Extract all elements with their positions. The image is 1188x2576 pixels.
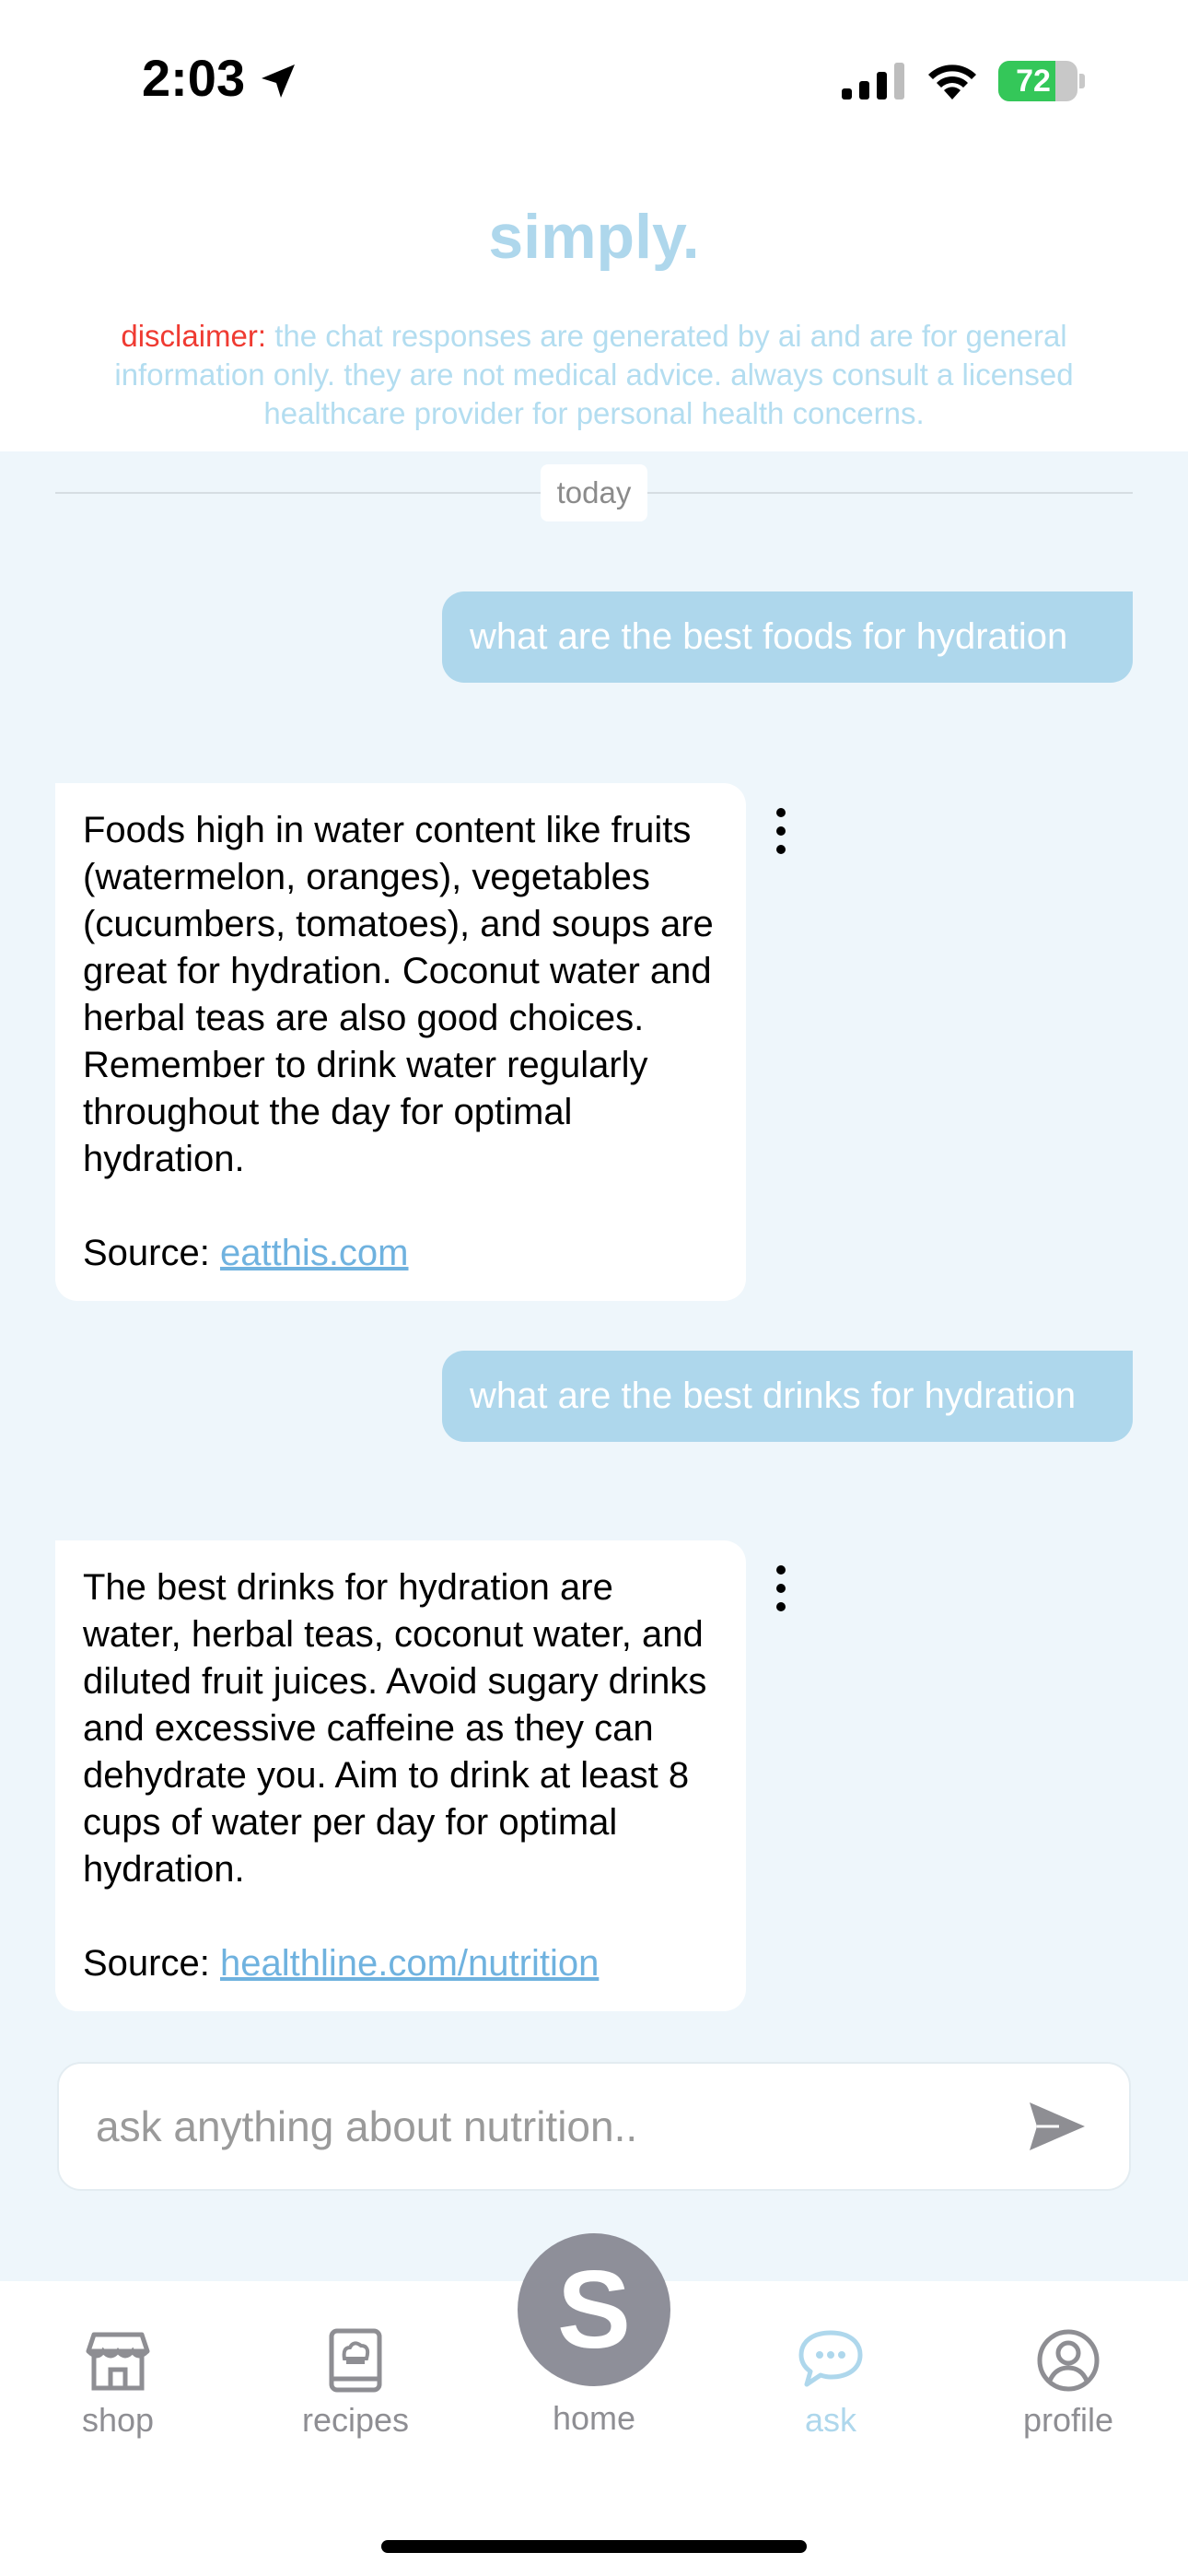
chat-input-bar — [57, 2062, 1131, 2191]
status-time: 2:03 — [142, 49, 246, 107]
more-options-icon[interactable] — [770, 1561, 792, 1616]
nav-item-recipes[interactable] — [263, 2327, 448, 2465]
user-circle-icon — [1035, 2327, 1101, 2394]
source-label: Source: — [83, 1233, 220, 1273]
user-message-text: what are the best foods for hydration — [470, 616, 1068, 657]
nav-item-ask[interactable] — [739, 2327, 923, 2465]
date-chip: today — [541, 464, 647, 521]
battery-indicator — [998, 61, 1085, 101]
ai-message-text: The best drinks for hydration are water, herbal teas, coconut water, and diluted fruit juices. Avoid sugary drinks and excessive caffeine as they can dehydrate you. Aim to drink at least 8 cups of water per day for optimal hydration. — [83, 1567, 707, 1890]
chat-bubbles-icon — [796, 2327, 866, 2394]
user-message — [442, 591, 1133, 683]
disclaimer-body: the chat responses are generated by ai and are for general information only. they are not medical advice. always consult a licensed healthcare provider for personal health concerns. — [114, 319, 1074, 430]
nav-label-recipes: recipes — [301, 2401, 410, 2439]
nav-item-profile[interactable] — [976, 2327, 1160, 2465]
nav-item-shop[interactable] — [26, 2327, 210, 2465]
app-header — [0, 157, 1188, 451]
home-indicator — [381, 2540, 807, 2553]
nav-label-ask: ask — [804, 2401, 857, 2439]
user-message-text: what are the best drinks for hydration — [470, 1376, 1077, 1416]
cellular-signal-icon — [842, 63, 906, 100]
ai-message — [55, 1540, 746, 2011]
ai-message-source — [83, 1940, 718, 1987]
ai-message-text: Foods high in water content like fruits (watermelon, oranges), vegetables (cucumbers, tomatoes), and soups are great for hydration. Coconut water and herbal teas are also good choices. Remember to drink water regularly throughout the day for optimal hydration. — [83, 810, 714, 1179]
chat-thread[interactable] — [0, 451, 1188, 2281]
ai-message — [55, 783, 746, 1301]
wifi-icon — [925, 57, 980, 101]
source-label: Source: — [83, 1943, 220, 1984]
nav-label-profile: profile — [1022, 2401, 1114, 2439]
recipe-book-icon — [322, 2327, 389, 2394]
chat-input[interactable] — [96, 2064, 1017, 2189]
nav-label-home: home — [552, 2399, 636, 2437]
source-link[interactable]: healthline.com/nutrition — [219, 1943, 600, 1984]
battery-percent: 72 — [1016, 64, 1051, 99]
more-options-icon[interactable] — [770, 803, 792, 859]
app-logo-title: simply. — [488, 202, 700, 272]
disclaimer-text — [61, 317, 1127, 433]
ai-message-source — [83, 1230, 718, 1277]
location-arrow-icon — [256, 59, 300, 103]
store-icon — [85, 2327, 151, 2394]
disclaimer-label: disclaimer: — [121, 319, 267, 353]
nav-label-shop: shop — [81, 2401, 155, 2439]
status-bar — [0, 0, 1188, 157]
home-logo-button[interactable]: S — [518, 2233, 670, 2386]
source-link[interactable]: eatthis.com — [219, 1233, 409, 1273]
send-icon[interactable] — [1028, 2101, 1087, 2152]
user-message — [442, 1351, 1133, 1442]
